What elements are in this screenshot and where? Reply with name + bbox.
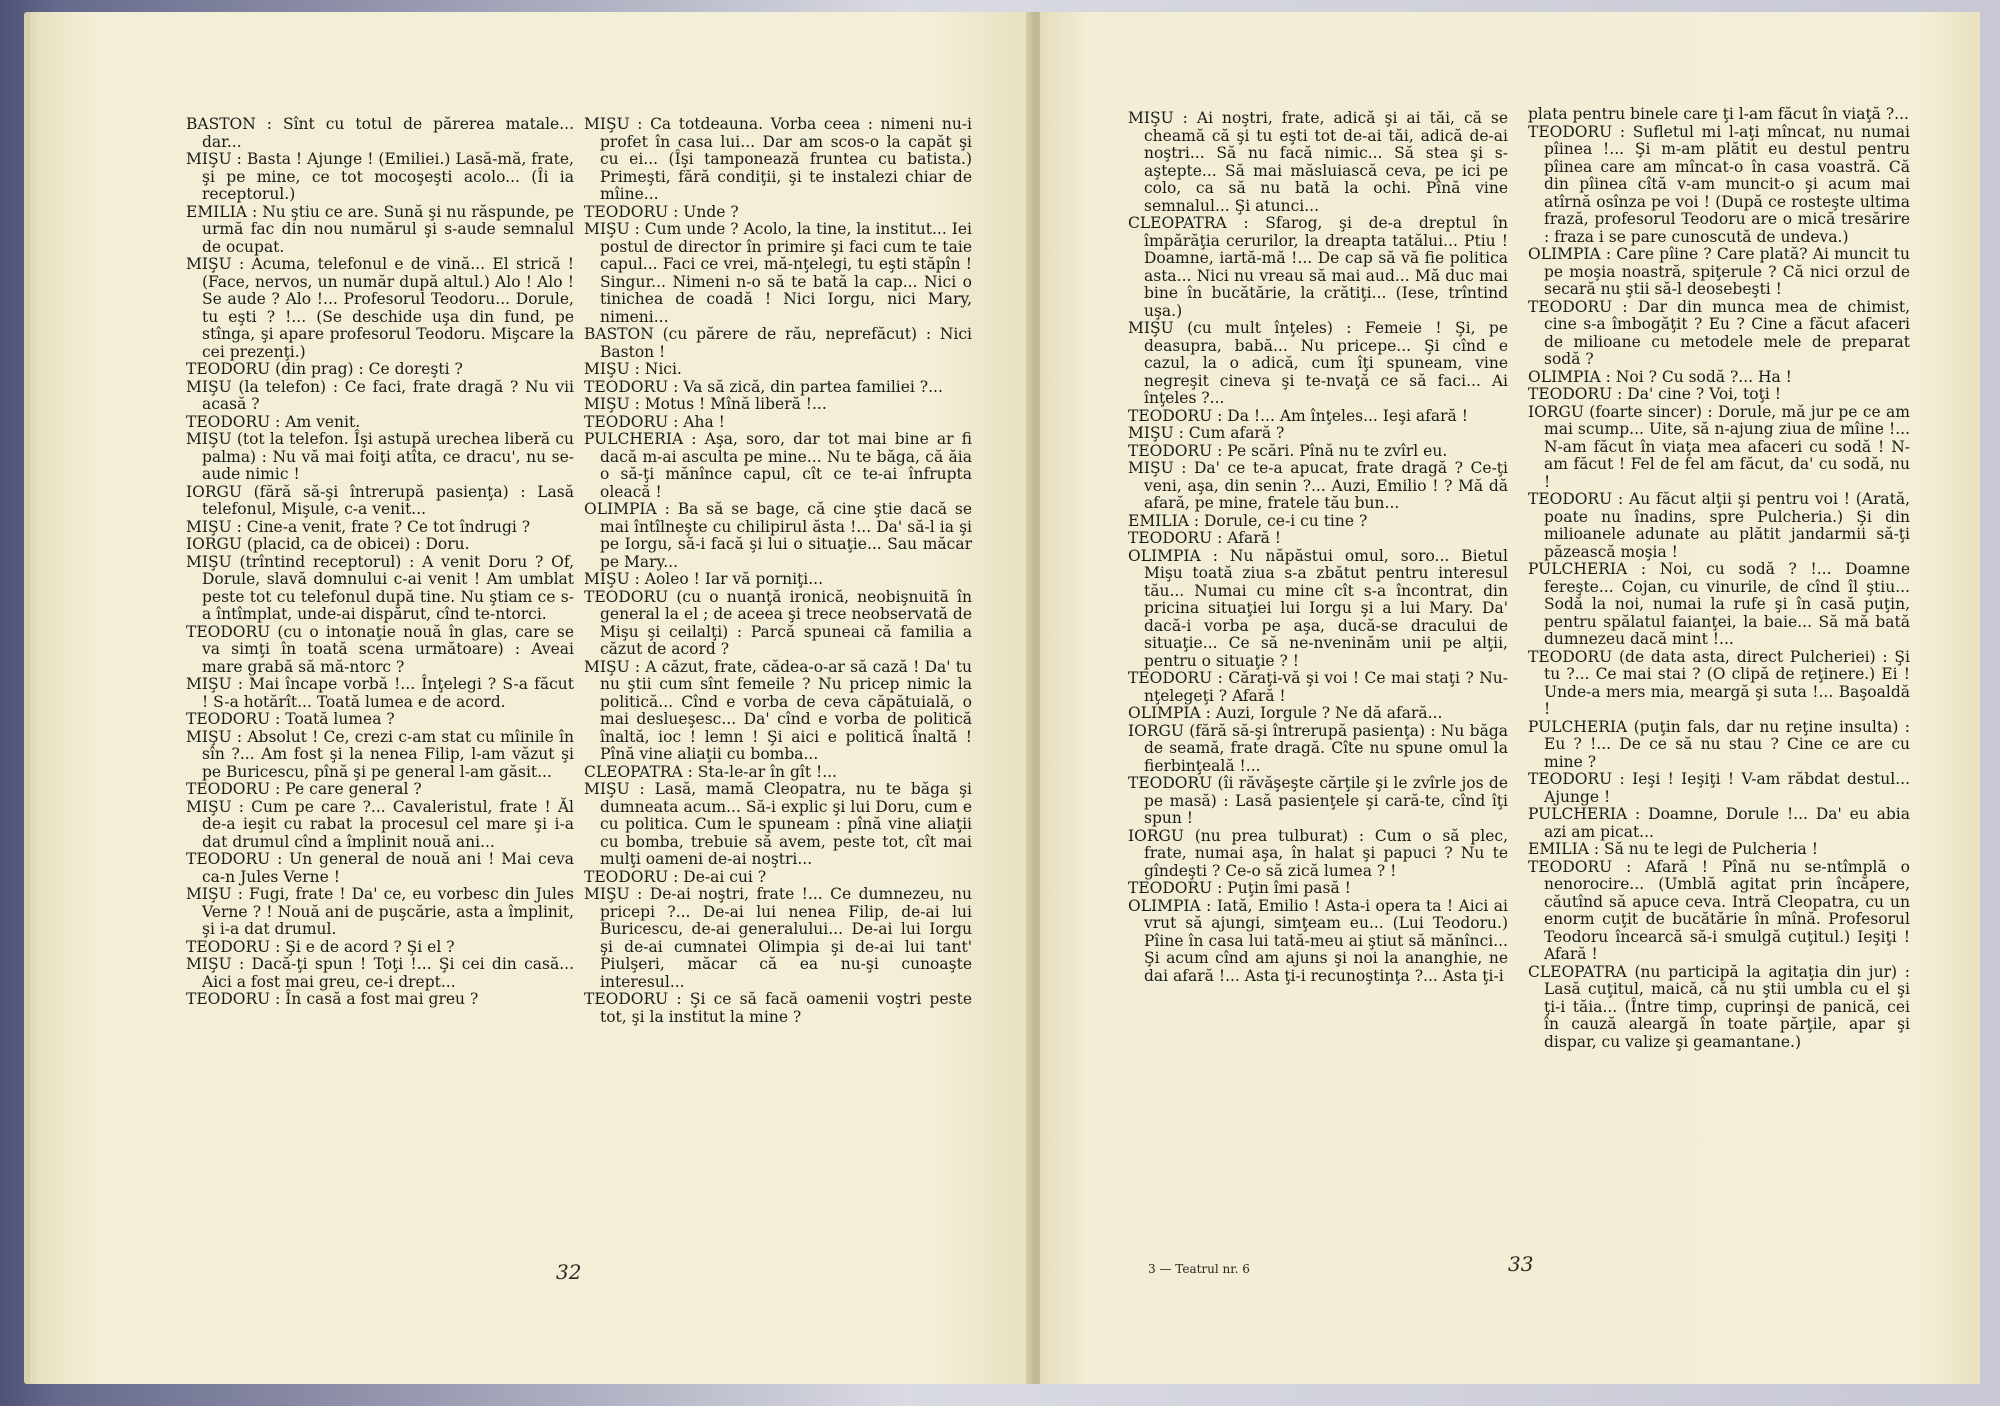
dialogue-line: MIŞU : Da' ce te-a apucat, frate dragă ? Ce-ţi veni, aşa, din senin ?... Auzi, Emilio ! ? Mă dă afară, pe mine, fratele tău bun... [1128, 459, 1508, 512]
dialogue-line: TEODORU : Afară ! Pînă nu se-ntîmplă o nenorocire... (Umblă agitat prin încăpere, căutînd să apuce ceva. Intră Cleopatra, cu un enorm cuţit de bucătărie în mînă. Profesorul Teodoru încearcă să-i smulgă cuţitul.) Ieşiţi ! Afară ! [1528, 857, 1910, 963]
dialogue-line: TEODORU : Dar din munca mea de chimist, cine s-a îmbogăţit ? Eu ? Cine a făcut afaceri de milioane cu metodele mele de preparat sodă ? [1528, 297, 1910, 368]
left-page [36, 12, 1036, 1384]
dialogue-line: OLIMPIA : Ba să se bage, că cine ştie dacă se mai întîlneşte cu chilipirul ăsta !... Da' să-l ia şi pe Iorgu, să-i facă şi lui o situaţie... Sau măcar pe Mary... [584, 500, 972, 571]
dialogue-line: TEODORU : Un general de nouă ani ! Mai ceva ca-n Jules Verne ! [186, 850, 574, 886]
dialogue-line: PULCHERIA (puţin fals, dar nu reţine insulta) : Eu ? !... De ce să nu stau ? Cine ce are cu mine ? [1528, 717, 1910, 771]
dialogue-line: TEODORU (cu o nuanţă ironică, neobişnuită în general la el ; de aceea şi trece neobservată de Mişu şi ceilalţi) : Parcă spuneai că familia a căzut de acord ? [584, 587, 972, 658]
dialogue-line: OLIMPIA : Iată, Emilio ! Asta-i opera ta ! Aici ai vrut să ajungi, simţeam eu... (Lui Teodoru.) Pîine în casa lui tată-meu ai ştiut să mănînci... Şi acum cînd am ajuns şi noi la ananghie, ne dai afară !... Asta ţi-i recunoştinţa ?... Asta ţi-i [1128, 896, 1508, 985]
dialogue-line: MIŞU : Nici. [584, 360, 682, 378]
dialogue-line: MIŞU : Cum unde ? Acolo, la tine, la institut... Iei postul de director în primire şi faci cum te taie capul... Faci ce vrei, mă-nţelegi, tu eşti stăpîn ! Singur... Nimeni n-o să te bată la cap... Nici o tinichea de coadă ! Nici Iorgu, nici Mary, nimeni... [584, 220, 972, 326]
dialogue-line: TEODORU : Aha ! [584, 412, 725, 431]
dialogue-line: MIŞU (cu mult înţeles) : Femeie ! Şi, pe deasupra, babă... Nu pricepe... Şi cînd e cazul, la o adică, cum îţi spuneam, vine negreşit cineva şi te-nvaţă ce să faci... Ai înţeles ?... [1128, 319, 1508, 407]
dialogue-line: TEODORU : Va să zică, din partea familiei ?... [584, 377, 943, 396]
dialogue-line: MIŞU : De-ai noştri, frate !... Ce dumnezeu, nu pricepi ?... De-ai lui nenea Filip, de-ai lui Buricescu, de-ai generalului... De-ai lui Iorgu şi de-ai cumnatei Olimpia şi de-ai lui tant' Piulşeri, măcar că ea nu-şi cunoaşte interesul... [584, 885, 972, 991]
dialogue-line: IORGU (nu prea tulburat) : Cum o să plec, frate, numai aşa, în halat şi papuci ? Nu te gîndeşti ? Ce-o să zică lumea ? ! [1128, 826, 1508, 880]
dialogue-line: OLIMPIA : Auzi, Iorgule ? Ne dă afară... [1128, 704, 1443, 722]
right-column-1 [1128, 110, 1508, 985]
dialogue-line: MIŞU : Absolut ! Ce, crezi c-am stat cu mîinile în sîn ?... Am fost şi la nenea Filip, l-am văzut şi pe Buricescu, pînă şi pe general l-am găsit... [186, 727, 574, 781]
dialogue-line: TEODORU : Toată lumea ? [186, 710, 395, 728]
dialogue-line: PULCHERIA : Aşa, soro, dar tot mai bine ar fi dacă m-ai asculta pe mine... Nu te băga, că ăia o să-ţi mănînce capul, cît ce te-ai înfrupta oleacă ! [584, 430, 972, 501]
dialogue-line: EMILIA : Să nu te legi de Pulcheria ! [1528, 840, 1818, 858]
dialogue-line: TEODORU : Şi e de acord ? Şi el ? [186, 937, 455, 956]
dialogue-line: TEODORU : Puţin îmi pasă ! [1128, 879, 1351, 897]
dialogue-line: CLEOPATRA : Sta-le-ar în gît !... [584, 762, 837, 781]
dialogue-line: TEODORU : Da !... Am înţeles... Ieşi afară ! [1128, 406, 1468, 425]
dialogue-line: IORGU (foarte sincer) : Dorule, mă jur pe ce am mai scump... Uite, să n-ajung ziua de mîine !... N-am făcut în viaţa mea afaceri cu sodă ! N-am făcut ! Fel de fel am făcut, da' cu sodă, nu ! [1528, 402, 1910, 491]
dialogue-line: MIŞU : Ai noştri, frate, adică şi ai tăi, că se cheamă că şi tu eşti tot de-ai tăi, adică de-ai noştri... Să nu facă nimic... Să stea şi s-aştepte... Să mai măsluiască ceva, pe ici pe colo, ca să nu bată la ochi. Pînă vine semnalul... Şi atunci... [1128, 109, 1508, 215]
dialogue-line: TEODORU (îi răvăşeşte cărţile şi le zvîrle jos de pe masă) : Lasă pasienţele şi cară-te, cînd îţi spun ! [1128, 774, 1508, 827]
right-page [1040, 12, 1980, 1384]
dialogue-line: BASTON : Sînt cu totul de părerea matale... dar... [186, 115, 574, 151]
dialogue-line: TEODORU : Au făcut alţii şi pentru voi ! (Arată, poate nu înadins, spre Pulcheria.) Şi din milioanele adunate au plătit jandarmii să-ţi păzească moşia ! [1528, 490, 1910, 561]
dialogue-line: MIŞU : Cine-a venit, frate ? Ce tot îndrugi ? [186, 517, 531, 536]
dialogue-line: MIŞU : Acuma, telefonul e de vină... El strică ! (Face, nervos, un număr după altul.) Alo ! Alo ! Se aude ? Alo !... Profesorul Teodoru... Dorule, tu eşti ? !... (Se deschide uşa din fund, pe stînga, şi apare profesorul Teodoru. Mişcare la cei prezenţi.) [186, 255, 574, 361]
dialogue-line: TEODORU : Am venit. [186, 412, 361, 431]
dialogue-line: TEODORU : Afară ! [1128, 529, 1282, 547]
dialogue-line: TEODORU : De-ai cui ? [584, 867, 767, 886]
dialogue-line: TEODORU : Sufletul mi l-aţi mîncat, nu numai pîinea !... Şi m-am plătit eu destul pentru pîinea care am mîncat-o în casa voastră. Că din pîinea cîtă v-am muncit-o şi acum mai atîrnă osînza pe voi ! (După ce rosteşte ultima frază, profesorul Teodoru are o mică tresărire : fraza i se pare cunoscută de undeva.) [1528, 122, 1910, 246]
dialogue-line: TEODORU : În casă a fost mai greu ? [186, 990, 479, 1008]
dialogue-line: MIŞU : A căzut, frate, cădea-o-ar să cază ! Da' tu nu ştii cum sînt femeile ? Nu pricep nimic la politică... Cînd e vorba de ceva căpătuială, o mai deslueşesc... Da' cînd e vorba de politică înaltă, ioc ! lemn ! Şi aici e politică înaltă ! Pînă vine aliaţii cu bomba... [584, 657, 972, 763]
left-column-2 [584, 116, 972, 1026]
dialogue-line: TEODORU (din prag) : Ce doreşti ? [186, 360, 463, 378]
dialogue-line: BASTON (cu părere de rău, neprefăcut) : Nici Baston ! [584, 325, 972, 361]
dialogue-line: OLIMPIA : Noi ? Cu sodă ?... Ha ! [1528, 367, 1792, 386]
dialogue-line: TEODORU (cu o intonaţie nouă în glas, care se va simţi în toată scena următoare) : Aveai mare grabă să mă-ntorc ? [186, 622, 574, 676]
dialogue-line: MIŞU : Mai încape vorbă !... Înţelegi ? S-a făcut ! S-a hotărît... Toată lumea e de acord. [186, 675, 574, 711]
dialogue-line: EMILIA : Dorule, ce-i cu tine ? [1128, 511, 1368, 530]
dialogue-line: IORGU (fără să-şi întrerupă pasienţa) : Nu băga de seamă, frate dragă. Cîte nu spune omul la fierbinţeală !... [1128, 721, 1508, 775]
dialogue-line: TEODORU : Căraţi-vă şi voi ! Ce mai staţi ? Nu-nţelegeţi ? Afară ! [1128, 669, 1508, 705]
dialogue-line: MIŞU : Cum afară ? [1128, 424, 1285, 442]
dialogue-line: MIŞU (la telefon) : Ce faci, frate dragă ? Nu vii acasă ? [186, 377, 574, 413]
page-number-right: 33 [1508, 1252, 1534, 1276]
dialogue-line: plata pentru binele care ţi l-am făcut în viaţă ?... [1528, 105, 1909, 123]
dialogue-line: MIŞU : Cum pe care ?... Cavaleristul, frate ! Ăl de-a ieşit cu rabat la procesul cel mare şi i-a dat drumul cînd a împlinit nouă ani... [186, 797, 574, 851]
dialogue-line: CLEOPATRA (nu participă la agitaţia din jur) : Lasă cuţitul, maică, că nu ştii umbla cu el şi ţi-i tăia... (Între timp, cuprinşi de panică, cei în cauză aleargă în toate părţile, apar şi dispar, cu valize şi geamantane.) [1528, 962, 1910, 1051]
dialogue-line: MIŞU : Ca totdeauna. Vorba ceea : nimeni nu-i profet în casa lui... Dar am scos-o la capăt şi cu ei... (Îşi tamponează fruntea cu batista.) Primeşti, fără condiţii, şi te instalezi chiar de mîine... [584, 115, 972, 203]
dialogue-line: MIŞU : Aoleo ! Iar vă porniţi... [584, 570, 824, 588]
dialogue-line: TEODORU : Ieşi ! Ieşiţi ! V-am răbdat destul... Ajunge ! [1528, 770, 1910, 806]
dialogue-line: EMILIA : Nu ştiu ce are. Sună şi nu răspunde, pe urmă fac din nou numărul şi s-aude semnalul de ocupat. [186, 202, 574, 256]
dialogue-line: IORGU (placid, ca de obicei) : Doru. [186, 535, 470, 553]
dialogue-line: CLEOPATRA : Sfarog, şi de-a dreptul în împărăţia cerurilor, la dreapta tatălui... Ptiu ! Doamne, iartă-mă !... De cap să vă fie politica asta... Nici nu vreau să mai aud... Mă duc mai bine în bucătărie, la crătiţi... (Iese, trîntind uşa.) [1128, 214, 1508, 320]
page-footer: 3 — Teatrul nr. 6 [1148, 1262, 1250, 1276]
dialogue-line: MIŞU (trîntind receptorul) : A venit Doru ? Of, Dorule, slavă domnului c-ai venit ! Am umblat peste tot cu telefonul după tine. Nu ştiam ce s-a întîmplat, unde-ai dispărut, cînd te-ntorci. [186, 552, 574, 623]
dialogue-line: MIŞU : Basta ! Ajunge ! (Emiliei.) Lasă-mă, frate, şi pe mine, ce tot mocoşeşti acolo... (Îi ia receptorul.) [186, 150, 574, 203]
dialogue-line: TEODORU : Şi ce să facă oamenii voştri peste tot, şi la institut la mine ? [584, 990, 972, 1026]
dialogue-line: MIŞU : Dacă-ţi spun ! Toţi !... Şi cei din casă... Aici a fost mai greu, ce-i drept... [186, 955, 574, 991]
dialogue-line: TEODORU : Da' cine ? Voi, toţi ! [1528, 385, 1781, 403]
dialogue-line: TEODORU : Pe care general ? [186, 780, 422, 798]
left-column-1 [186, 116, 574, 1009]
dialogue-line: PULCHERIA : Noi, cu sodă ? !... Doamne fereşte... Cojan, cu vinurile, de cînd îl ştiu... Sodă la noi, numai la rufe şi în casă puţin, pentru spălatul faianţei, la baie... Să mă bată dumnezeu dacă mint !... [1528, 560, 1910, 648]
dialogue-line: OLIMPIA : Nu năpăstui omul, soro... Bietul Mişu toată ziua s-a zbătut pentru interesul tău... Numai cu mine cît s-a încontrat, din pricina situaţiei lui Iorgu şi a lui Mary. Da' dacă-i vorba pe aşa, ducă-se dracului de situaţie... Ce să ne-nveninăm unii pe alţii, pentru o situaţie ? ! [1128, 546, 1508, 670]
dialogue-line: MIŞU : Fugi, frate ! Da' ce, eu vorbesc din Jules Verne ? ! Nouă ani de puşcărie, asta a împlinit, şi i-a dat drumul. [186, 885, 574, 938]
dialogue-line: OLIMPIA : Care pîine ? Care plată? Ai muncit tu pe moşia noastră, spiţerule ? Că nici orzul de secară nu ştii să-l deosebeşti ! [1528, 245, 1910, 298]
dialogue-line: MIŞU : Motus ! Mînă liberă !... [584, 395, 827, 413]
dialogue-line: IORGU (fără să-şi întrerupă pasienţa) : Lasă telefonul, Mişule, c-a venit... [186, 482, 574, 518]
right-column-2 [1528, 106, 1910, 1051]
page-number-left: 32 [556, 1260, 582, 1284]
dialogue-line: MIŞU : Lasă, mamă Cleopatra, nu te băga şi dumneata acum... Să-i explic şi lui Doru, cum e cu politica. Cum le spuneam : pînă vine aliaţii cu bomba, trebuie să avem, peste tot, cît mai mulţi oameni de-ai noştri... [584, 780, 972, 868]
dialogue-line: MIŞU (tot la telefon. Îşi astupă urechea liberă cu palma) : Nu vă mai foiţi atîta, ce dracu', nu se-aude nimic ! [186, 430, 574, 483]
dialogue-line: TEODORU : Pe scări. Pînă nu te zvîrl eu. [1128, 441, 1448, 460]
dialogue-line: PULCHERIA : Doamne, Dorule !... Da' eu abia azi am picat... [1528, 805, 1910, 841]
dialogue-line: TEODORU : Unde ? [584, 202, 739, 221]
dialogue-line: TEODORU (de data asta, direct Pulcheriei) : Şi tu ?... Ce mai stai ? (O clipă de reţinere.) Ei ! Unde-a mers mia, meargă şi suta !... Başoaldă ! [1528, 647, 1910, 718]
